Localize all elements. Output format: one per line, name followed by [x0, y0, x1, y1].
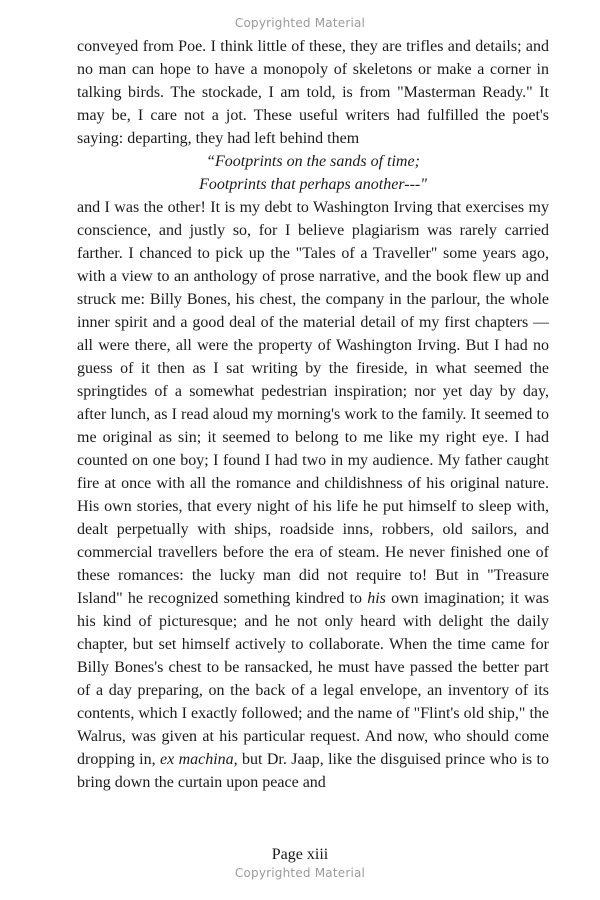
emphasis-his: his [367, 590, 386, 607]
page-body [77, 35, 549, 794]
paragraph-continuation: conveyed from Poe. I think little of these, they are trifles and details; and no man can hope to have a monopoly of skeletons or make a corner in talking birds. The stockade, I am told, is from "Masterman Ready." It may be, I care not a jot. These useful writers had fulfilled the poet's saying: departing, they had left behind them [77, 38, 549, 147]
copyright-watermark-top: Copyrighted Material [234, 16, 366, 30]
paragraph-main-part-1: and I was the other! It is my debt to Washington Irving that exercises my conscience, and justly so, for I believe plagiarism was rarely carried farther. I chanced to pick up the "Tales of a Traveller" some years ago, with a view to an anthology of prose narrative, and the book flew up and struck me: Billy Bones, his chest, the company in the parlour, the whole inner spirit and a good deal of the material detail of my first chapters — all were there, all were the property of Washington Irving. But I had no guess of it then as I sat writing by the fireside, in what seemed the springtides of a somewhat pedestrian inspiration; nor yet day by day, after lunch, as I read aloud my morning's work to the family. It seemed to me original as sin; it seemed to belong to me like my right eye. I had counted on one boy; I found I had two in my audience. My father caught fire at once with all the romance and childishness of his original nature. His own stories, that every night of his life he put himself to sleep with, dealt perpetually with ships, roadside inns, robbers, old sailors, and commercial travellers before the era of steam. He never finished one of these romances: the lucky man did not require to! But in "Treasure Island" he recognized something kindred to [77, 199, 549, 607]
copyright-watermark-bottom: Copyrighted Material [234, 866, 366, 880]
paragraph-main [77, 196, 549, 794]
paragraph-main-part-3: but Dr. Jaap, like the disguised prince who is to bring down the curtain upon peace and [77, 751, 549, 791]
emphasis-ex-machina: ex machina, [159, 751, 238, 768]
verse-line-1: “Footprints on the sands of time; [206, 153, 420, 170]
page-number: Page xiii [271, 846, 329, 863]
paragraph-main-part-2: own imagination; it was his kind of picturesque; and he not only heard with delight the daily chapter, but set himself actively to collaborate. When the time came for Billy Bones's chest to be ransacked, he must have passed the better part of a day preparing, on the back of a legal envelope, an inventory of its contents, which I exactly followed; and the name of "Flint's old ship," the Walrus, was given at his particular request. And now, who should come dropping in, [77, 590, 549, 768]
verse-line-2: Footprints that perhaps another---" [199, 176, 427, 193]
